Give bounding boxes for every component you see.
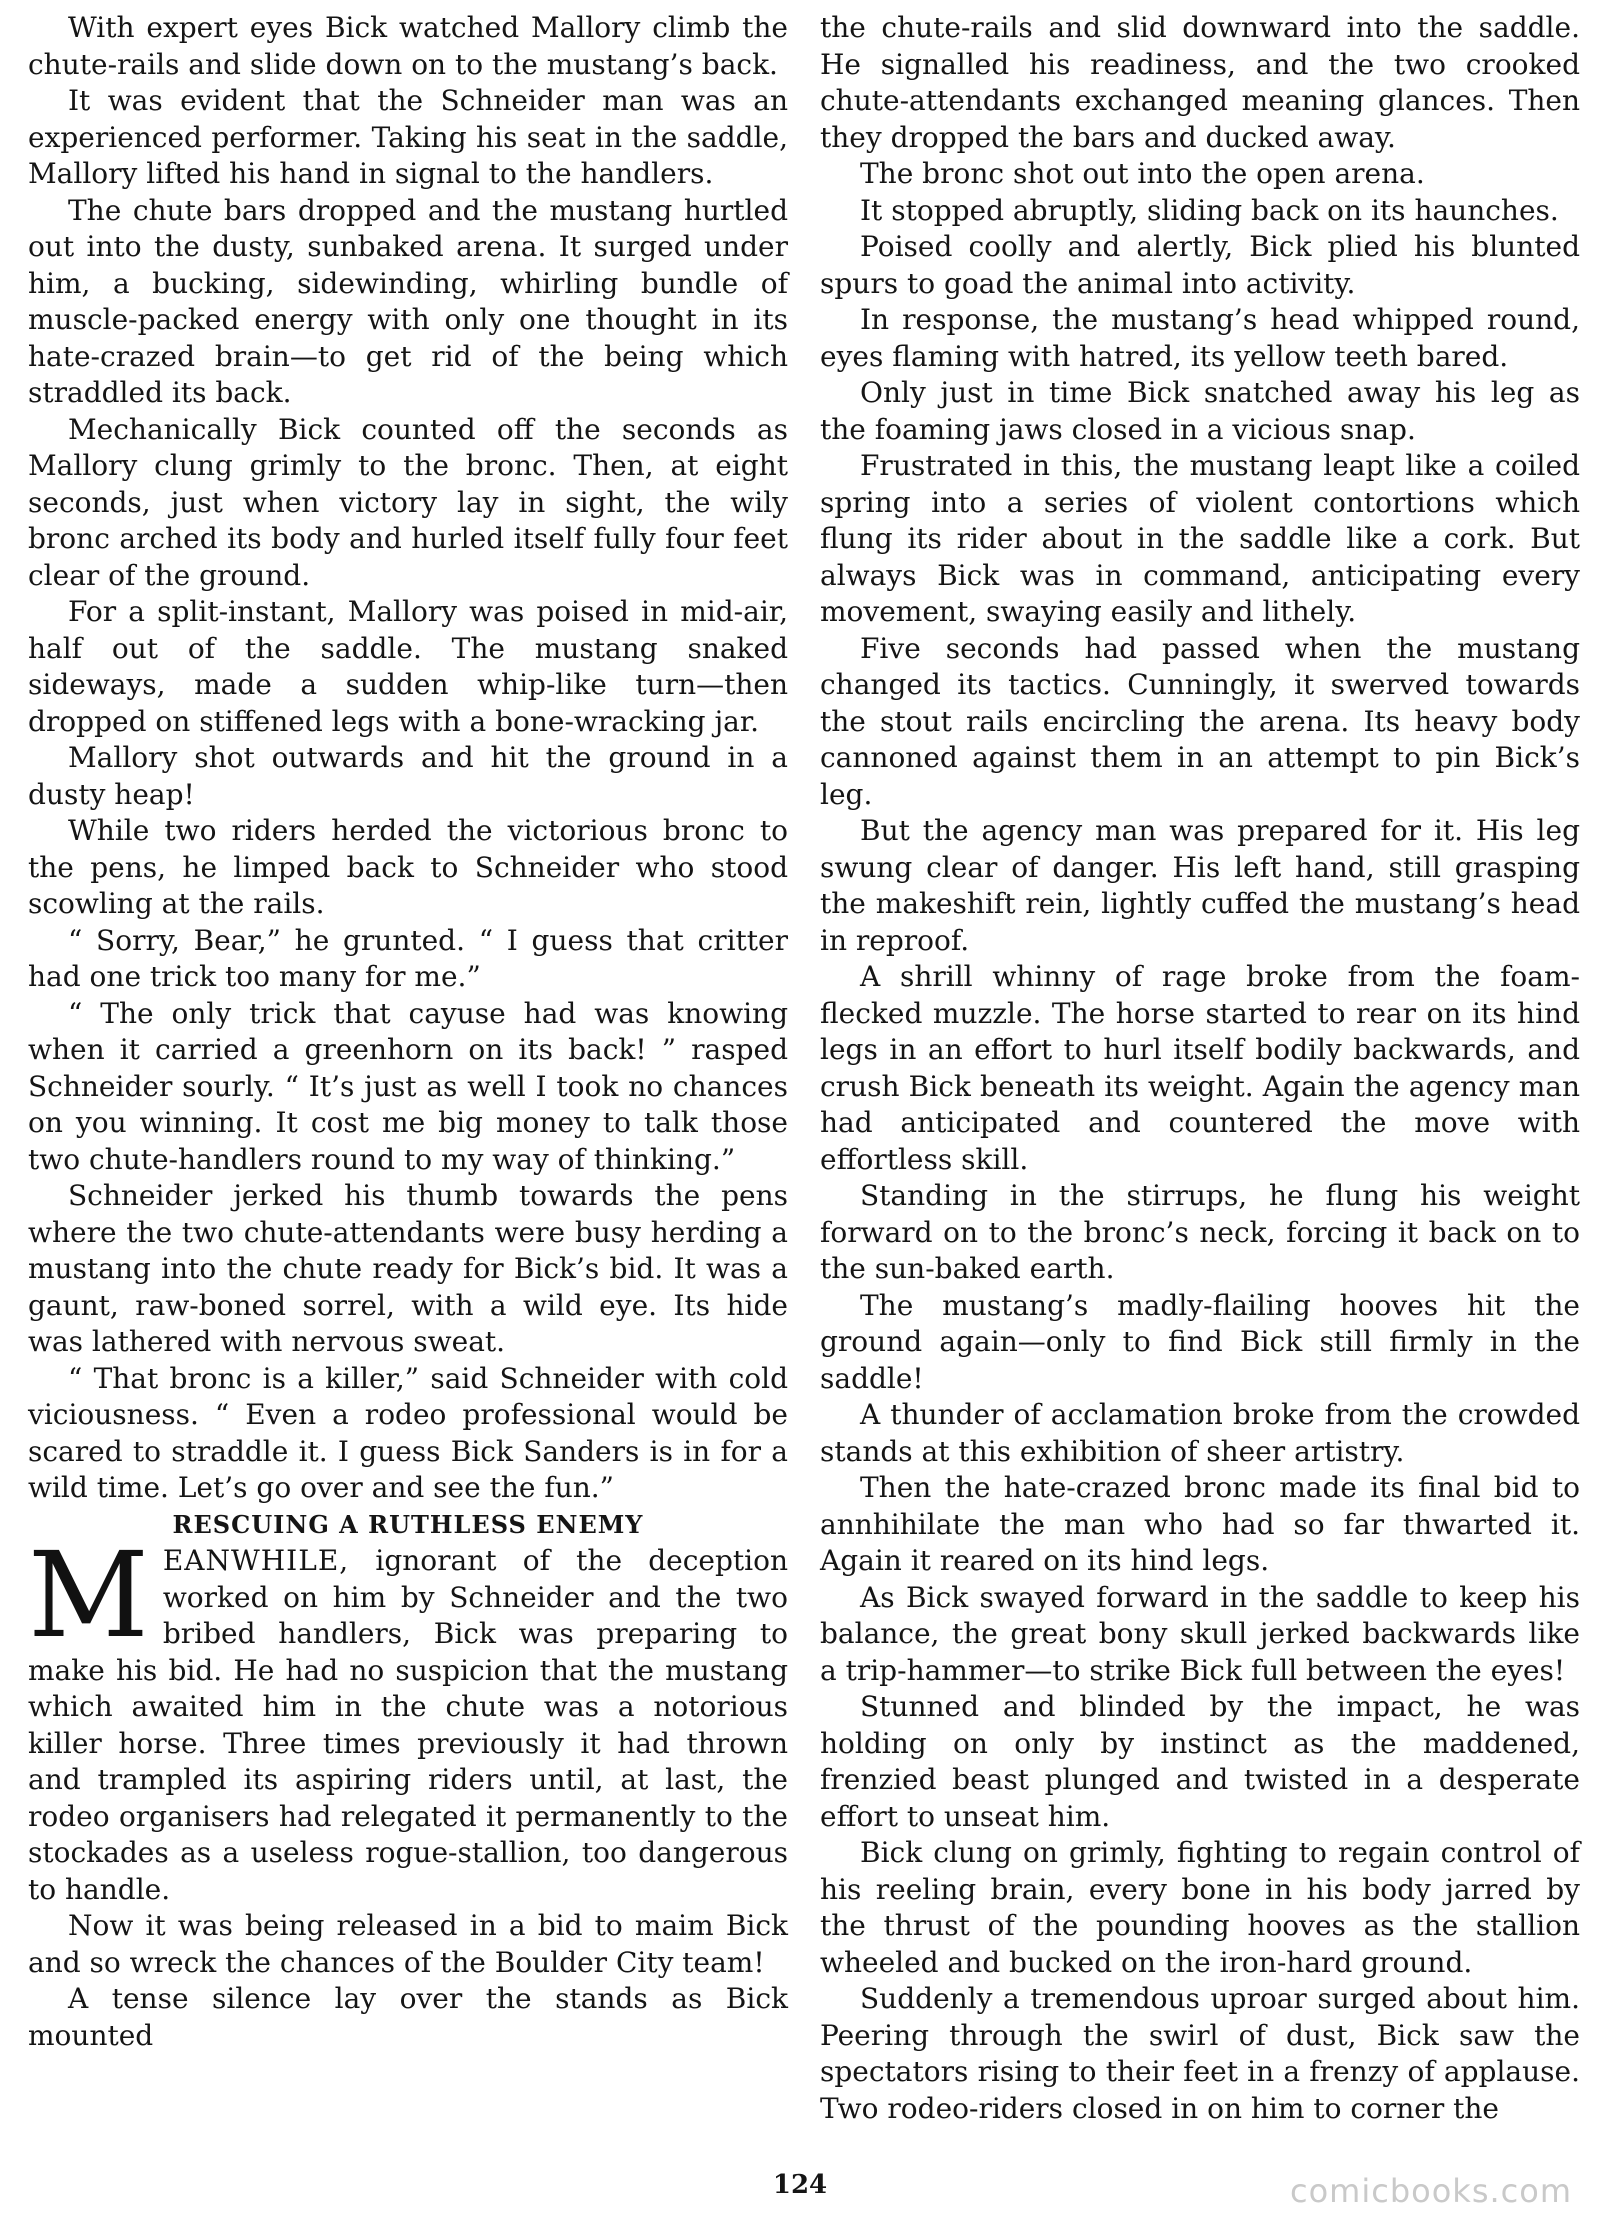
paragraph: “ Sorry, Bear,” he grunted. “ I guess that critter had one trick too many for me.” (28, 923, 788, 993)
paragraph: Now it was being released in a bid to maim Bick and so wreck the chances of the Boulder City team! (28, 1909, 788, 1979)
page-number: 124 (772, 2170, 828, 2200)
paragraph: Poised coolly and alertly, Bick plied his blunted spurs to goad the animal into activity. (820, 230, 1580, 300)
paragraph: Mallory shot outwards and hit the ground in a dusty heap! (28, 741, 788, 811)
lead-word: EANWHILE, (162, 1544, 350, 1577)
dropcap-paragraph (28, 1526, 788, 1908)
paragraph: A tense silence lay over the stands as Bick mounted (28, 1982, 788, 2052)
paragraph: Bick clung on grimly, fighting to regain control of his reeling brain, every bone in his body jarred by the thrust of the pounding hooves as the stallion wheeled and bucked on the iron-hard ground. (820, 1836, 1580, 1979)
paragraph: But the agency man was prepared for it. His leg swung clear of danger. His left hand, still grasping the makeshift rein, lightly cuffed the mustang’s head in reproof. (820, 814, 1580, 957)
drop-cap: M (28, 1526, 149, 1664)
paragraph: Mechanically Bick counted off the seconds as Mallory clung grimly to the bronc. Then, at eight seconds, just when victory lay in sight, the wily bronc arched its body and hurled itself fully four feet clear of the ground. (28, 412, 788, 592)
paragraph: With expert eyes Bick watched Mallory climb the chute-rails and slide down on to the mustang’s back. (28, 11, 788, 81)
paragraph: A shrill whinny of rage broke from the foam-flecked muzzle. The horse started to rear on its hind legs in an effort to hurl itself bodily backwards, and crush Bick beneath its weight. Again the agency man had anticipated and countered the move with effortless skill. (820, 960, 1580, 1176)
paragraph: It was evident that the Schneider man was an experienced performer. Taking his seat in the saddle, Mallory lifted his hand in signal to the handlers. (28, 84, 788, 190)
watermark: comicbooks.com (1289, 2172, 1572, 2210)
paragraph: Then the hate-crazed bronc made its final bid to annhihilate the man who had so far thwarted it. Again it reared on its hind legs. (820, 1471, 1580, 1577)
paragraph: In response, the mustang’s head whipped round, eyes flaming with hatred, its yellow teeth bared. (820, 303, 1580, 373)
paragraph: As Bick swayed forward in the saddle to keep his balance, the great bony skull jerked backwards like a trip-hammer—to strike Bick full between the eyes! (820, 1580, 1580, 1687)
paragraph: Schneider jerked his thumb towards the pens where the two chute-attendants were busy herding a mustang into the chute ready for Bick’s bid. It was a gaunt, raw-boned sorrel, with a wild eye. Its hide was lathered with nervous sweat. (28, 1179, 788, 1358)
section-heading: RESCUING A RUTHLESS ENEMY (172, 1509, 644, 1539)
paragraph: A thunder of acclamation broke from the crowded stands at this exhibition of sheer artistry. (820, 1398, 1580, 1468)
paragraph: “ The only trick that cayuse had was knowing when it carried a greenhorn on its back! ” rasped Schneider sourly. “ It’s just as well I took no chances on you winning. It cost me big money to talk those two chute-handlers round to my way of thinking.” (28, 996, 788, 1176)
paragraph: Stunned and blinded by the impact, he was holding on only by instinct as the maddened, frenzied beast plunged and twisted in a desperate effort to unseat him. (820, 1690, 1580, 1833)
paragraph: While two riders herded the victorious bronc to the pens, he limped back to Schneider who stood scowling at the rails. (28, 814, 788, 920)
right-column (820, 10, 1580, 2127)
continued-paragraph: the chute-rails and slid downward into the saddle. He signalled his readiness, and the two crooked chute-attendants exchanged meaning glances. Then they dropped the bars and ducked away. (820, 11, 1580, 154)
paragraph: For a split-instant, Mallory was poised in mid-air, half out of the saddle. The mustang snaked sideways, made a sudden whip-like turn—then dropped on stiffened legs with a bone-wracking jar. (28, 595, 788, 738)
paragraph: The bronc shot out into the open arena. (860, 157, 1425, 190)
paragraph: It stopped abruptly, sliding back on its haunches. (860, 193, 1559, 227)
paragraph: “ That bronc is a killer,” said Schneider with cold viciousness. “ Even a rodeo professional would be scared to straddle it. I guess Bick Sanders is in for a wild time. Let’s go over and see the fun.” (28, 1361, 788, 1504)
paragraph: The chute bars dropped and the mustang hurtled out into the dusty, sunbaked arena. It surged under him, a bucking, sidewinding, whirling bundle of muscle-packed energy with only one thought in its hate-crazed brain—to get rid of the being which straddled its back. (28, 193, 788, 409)
paragraph-text: ignorant of the deception worked on him by Schneider and the two bribed handlers, Bick was preparing to make his bid. He had no suspicion that the mustang which awaited him in the chute was a notorious killer horse. Three times previously it had thrown and trampled its aspiring riders until, at last, the rodeo organisers had relegated it permanently to the stockades as a useless rogue-stallion, too dangerous to handle. (28, 1544, 788, 1906)
paragraph: The mustang’s madly-flailing hooves hit the ground again—only to find Bick still firmly in the saddle! (820, 1288, 1580, 1395)
paragraph: Five seconds had passed when the mustang changed its tactics. Cunningly, it swerved towards the stout rails encircling the arena. Its heavy body cannoned against them in an attempt to pin Bick’s leg. (820, 631, 1580, 811)
left-column (28, 10, 788, 2054)
paragraph: Suddenly a tremendous uproar surged about him. Peering through the swirl of dust, Bick saw the spectators rising to their feet in a frenzy of applause. Two rodeo-riders closed in on him to corner the (820, 1982, 1580, 2125)
paragraph: Frustrated in this, the mustang leapt like a coiled spring into a series of violent contortions which flung its rider about in the saddle like a cork. But always Bick was in command, anticipating every movement, swaying easily and lithely. (820, 449, 1580, 628)
paragraph: Only just in time Bick snatched away his leg as the foaming jaws closed in a vicious snap. (820, 376, 1580, 446)
paragraph: Standing in the stirrups, he flung his weight forward on to the bronc’s neck, forcing it back on to the sun-baked earth. (820, 1179, 1580, 1285)
